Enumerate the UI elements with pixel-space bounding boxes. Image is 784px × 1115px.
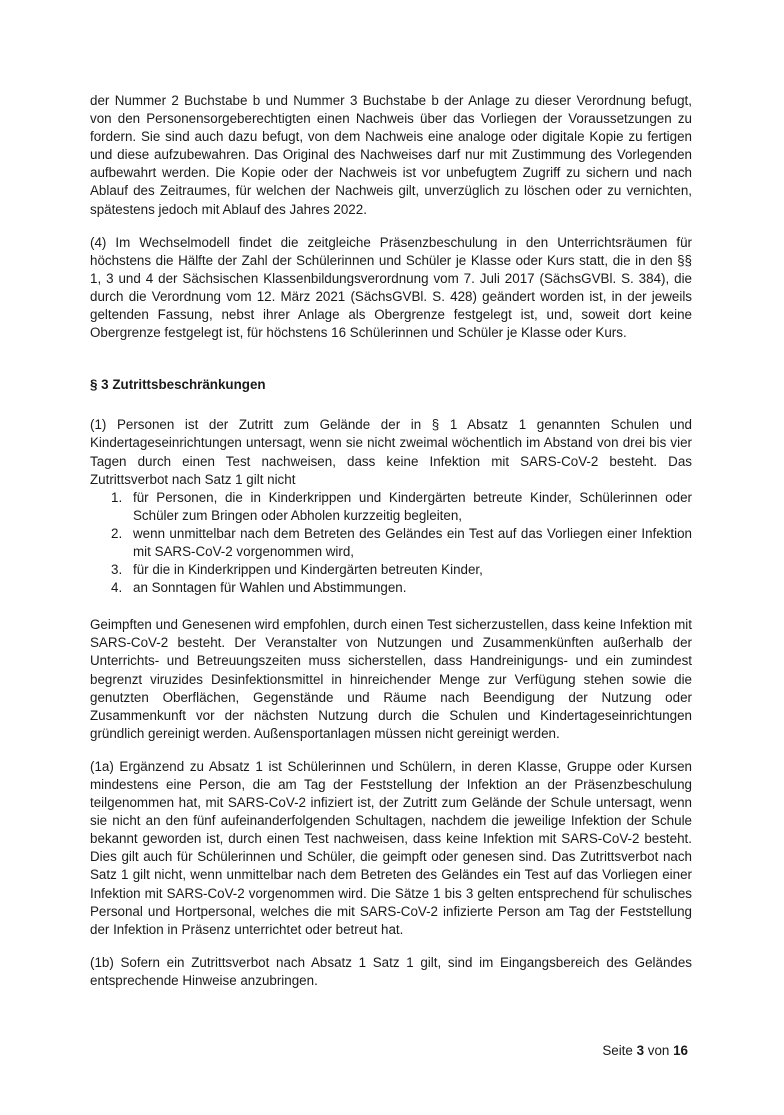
- page-number-middle: von: [647, 1043, 670, 1058]
- list-item-number: 1.: [111, 489, 123, 505]
- paragraph-continuation: der Nummer 2 Buchstabe b und Nummer 3 Buchstabe b der Anlage zu dieser Verordnung befugt, von den Personensorgeberechtigten einen Nachweis über das Vorliegen der Voraussetzungen zu fordern. Sie sind auch dazu befugt, von dem Nachweis eine analoge oder digitale Kopie zu fertigen und diese aufzubewahren. Das Original des Nachweises darf nur mit Zustimmung des Vorlegenden aufbewahrt werden. Die Kopie oder der Nachweis ist vor unbefugtem Zugriff zu sichern und nach Ablauf des Zeitraumes, für welchen der Nachweis gilt, unverzüglich zu löschen oder zu vernichten, spätestens jedoch mit Ablauf des Jahres 2022.: [90, 93, 692, 217]
- list-item-number: 4.: [111, 580, 123, 596]
- paragraph-recommendation: Geimpften und Genesenen wird empfohlen, durch einen Test sicherzustellen, dass keine Infektion mit SARS-CoV-2 besteht. Der Veranstalter von Nutzungen und Zusammenkünften außerhalb der Unterrichts- und Betreuungszeiten muss sicherstellen, dass Handreinigungs- und ein zumindest begrenzt viruzides Desinfektionsmittel in hinreichender Menge zur Verfügung stehen sowie die genutzten Oberflächen, Gegenstände und Räume nach Beendigung der Nutzung oder Zusammenkunft vor der nächsten Nutzung durch die Schulen und Kindertageseinrichtungen gründlich gereinigt werden. Außensportanlagen müssen nicht gereinigt werden.: [90, 617, 692, 741]
- list-item-text: wenn unmittelbar nach dem Betreten des Geländes ein Test auf das Vorliegen einer Infektion mit SARS-CoV-2 vorgenommen wird,: [133, 525, 692, 559]
- paragraph-1b: (1b) Sofern ein Zutrittsverbot nach Absatz 1 Satz 1 gilt, sind im Eingangsbereich des Geländes entsprechende Hinweise anzubringen.: [90, 954, 692, 988]
- page-number-prefix: Seite: [602, 1043, 633, 1058]
- section-heading: § 3 Zutrittsbeschränkungen: [90, 377, 266, 393]
- list-item-text: für Personen, die in Kinderkrippen und Kindergärten betreute Kinder, Schülerinnen oder Schüler zum Bringen oder Abholen kurzzeitig begleiten,: [133, 489, 692, 523]
- list-item-number: 2.: [111, 525, 123, 541]
- list-item: [111, 579, 692, 597]
- page-number-current: 3: [636, 1043, 645, 1058]
- list-item-text: für die in Kinderkrippen und Kindergärten betreuten Kinder,: [133, 562, 483, 578]
- list-item: [111, 489, 692, 525]
- paragraph-1: (1) Personen ist der Zutritt zum Gelände der in § 1 Absatz 1 genannten Schulen und Kindertageseinrichtungen untersagt, wenn sie nicht zweimal wöchentlich im Abstand von drei bis vier Tagen durch einen Test nachweisen, dass keine Infektion mit SARS-CoV-2 besteht. Das Zutrittsverbot nach Satz 1 gilt nicht: [90, 417, 692, 487]
- list-item: [111, 525, 692, 561]
- exception-list: [90, 489, 692, 598]
- paragraph-4: (4) Im Wechselmodell findet die zeitgleiche Präsenzbeschulung in den Unterrichtsräumen für höchstens die Hälfte der Zahl der Schülerinnen und Schüler je Klasse oder Kurs statt, die in den §§ 1, 3 und 4 der Sächsischen Klassenbildungsverordnung vom 7. Juli 2017 (SächsGVBl. S. 384), die durch die Verordnung vom 12. März 2021 (SächsGVBl. S. 428) geändert worden ist, in der jeweils geltenden Fassung, nebst ihrer Anlage als Obergrenze festgelegt ist, und, soweit dort keine Obergrenze festgelegt ist, für höchstens 16 Schülerinnen und Schüler je Klasse oder Kurs.: [90, 234, 692, 341]
- document-page: [90, 92, 692, 1005]
- list-item: [111, 561, 692, 579]
- page-number-total: 16: [673, 1043, 688, 1058]
- list-item-text: an Sonntagen für Wahlen und Abstimmungen.: [133, 580, 407, 596]
- list-item-number: 3.: [111, 562, 123, 578]
- paragraph-1a: (1a) Ergänzend zu Absatz 1 ist Schülerinnen und Schülern, in deren Klasse, Gruppe oder Kursen mindestens eine Person, die am Tag der Feststellung der Infektion an der Präsenzbeschulung teilgenommen hat, mit SARS-CoV-2 infiziert ist, der Zutritt zum Gelände der Schule untersagt, wenn sie nicht an den fünf aufeinanderfolgenden Schultagen, nachdem die jeweilige Infektion der Schule bekannt geworden ist, durch einen Test nachweisen, dass keine Infektion mit SARS-CoV-2 besteht. Dies gilt auch für Schülerinnen und Schüler, die geimpft oder genesen sind. Das Zutrittsverbot nach Satz 1 gilt nicht, wenn unmittelbar nach dem Betreten des Geländes ein Test auf das Vorliegen einer Infektion mit SARS-CoV-2 vorgenommen wird. Die Sätze 1 bis 3 gelten entsprechend für schulisches Personal und Hortpersonal, welches die mit SARS-CoV-2 infizierte Person am Tag der Feststellung der Infektion in Präsenz unterrichtet oder betreut hat.: [90, 758, 692, 937]
- page-number: [602, 1043, 688, 1058]
